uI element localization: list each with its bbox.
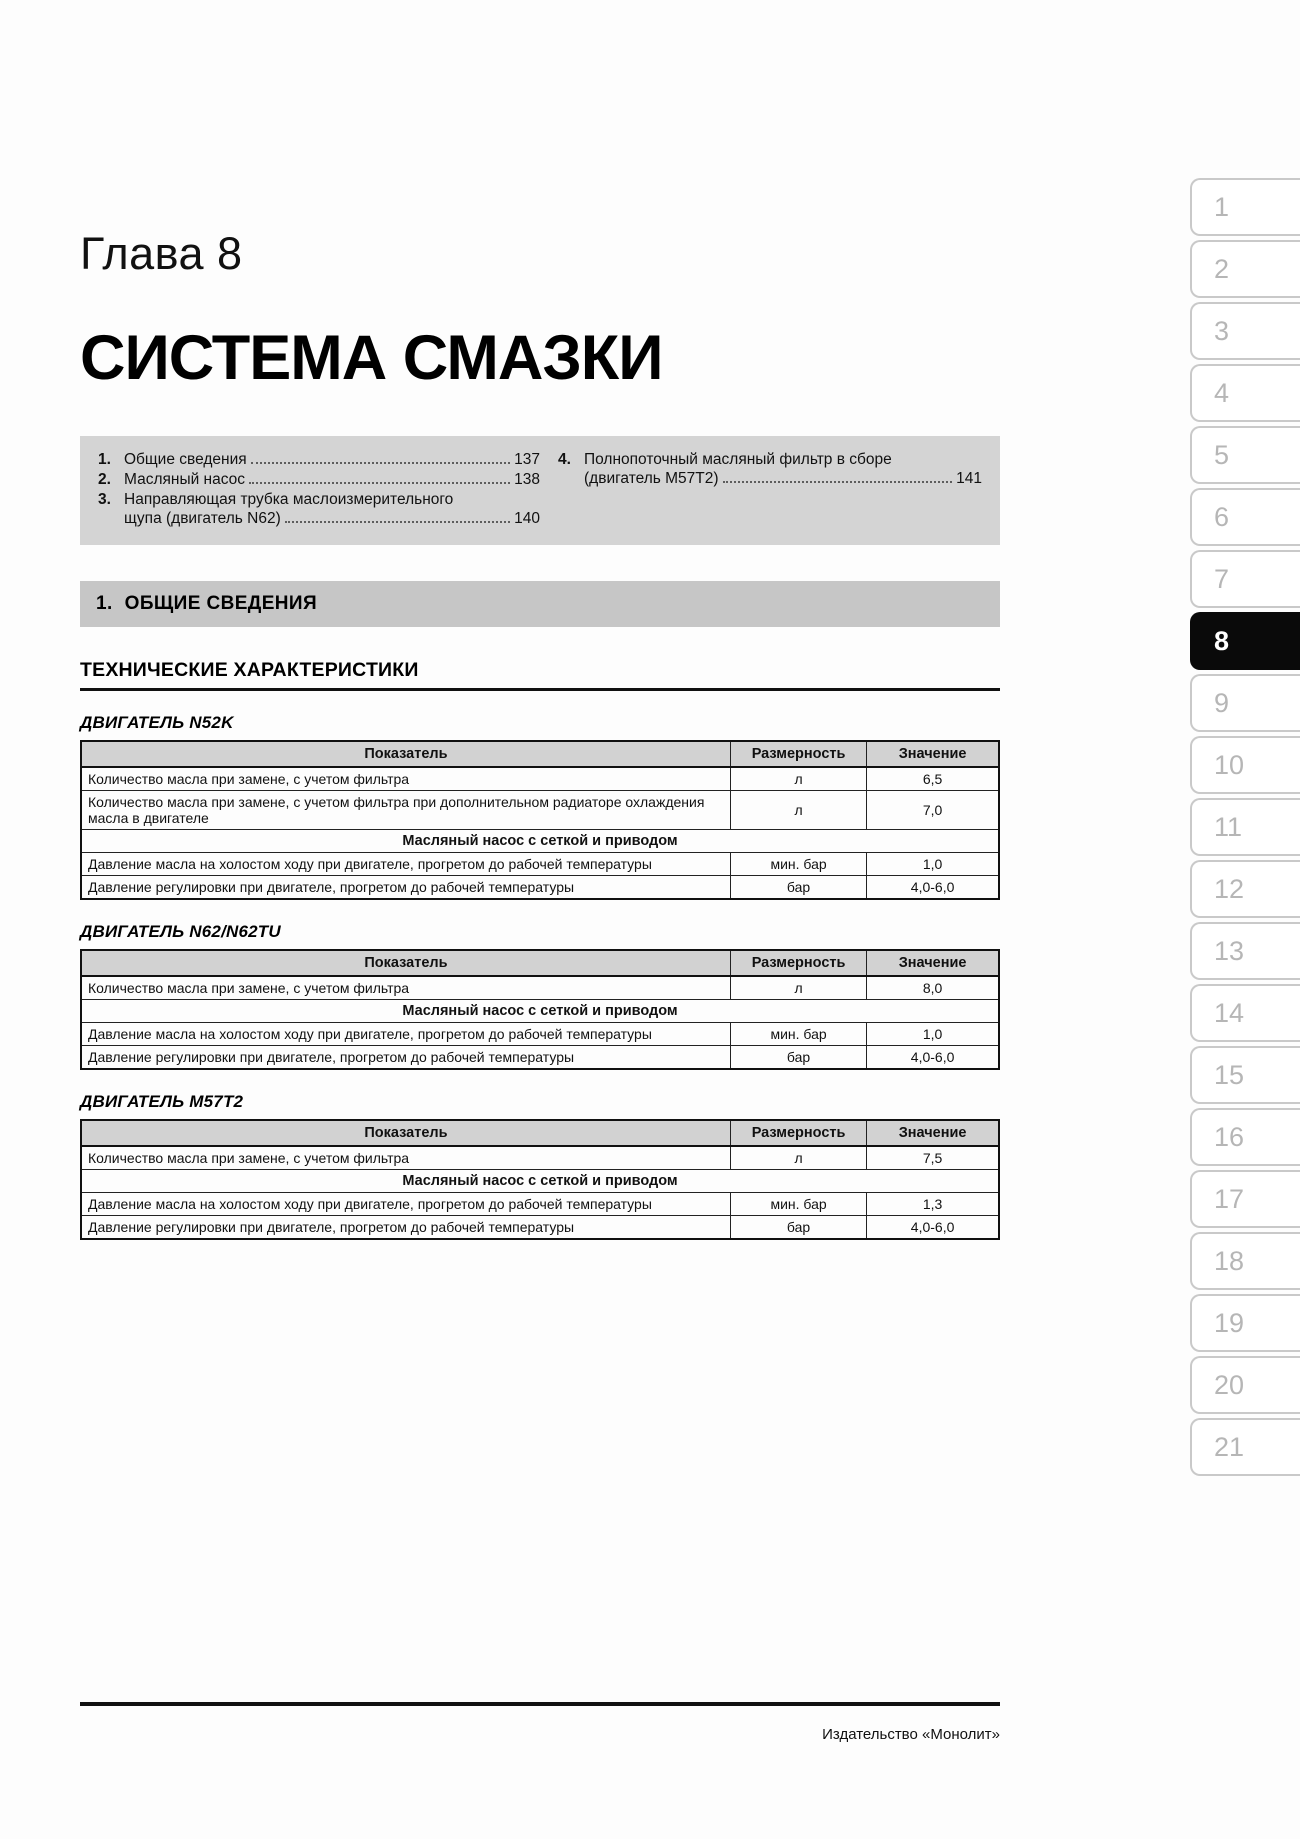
section-title: ОБЩИЕ СВЕДЕНИЯ (124, 593, 318, 614)
cell-unit: бар (730, 876, 866, 900)
engine-name: ДВИГАТЕЛЬ N52K (80, 713, 234, 732)
toc-entry-page: 141 (956, 470, 982, 487)
toc-entry-title-cont: (двигатель M57T2) (584, 470, 719, 487)
section-heading (80, 581, 1000, 627)
toc-leader-dots (249, 482, 510, 484)
chapter-tab-label: 15 (1214, 1059, 1245, 1090)
cell-value: 8,0 (867, 976, 999, 1000)
table-row (81, 791, 999, 830)
cell-value: 1,0 (867, 853, 999, 876)
column-header-param: Показатель (81, 741, 730, 767)
cell-unit: л (730, 767, 866, 791)
cell-parameter: Количество масла при замене, с учетом фильтра (81, 976, 730, 1000)
toc-entry[interactable] (98, 490, 540, 528)
cell-unit: бар (730, 1046, 866, 1070)
cell-parameter: Количество масла при замене, с учетом фильтра (81, 767, 730, 791)
cell-unit: бар (730, 1216, 866, 1240)
table-row (81, 876, 999, 900)
column-header-param: Показатель (81, 950, 730, 976)
column-header-value: Значение (867, 1120, 999, 1146)
chapter-tab-label: 12 (1214, 873, 1245, 904)
chapter-tab-19[interactable] (1190, 1294, 1300, 1352)
spec-table (80, 740, 1000, 900)
toc-entry-page: 138 (514, 471, 540, 488)
chapter-tab-label: 18 (1214, 1245, 1245, 1276)
cell-unit: л (730, 1146, 866, 1170)
chapter-tab-label: 14 (1214, 997, 1245, 1028)
toc-entry-title: Общие сведения (124, 451, 247, 468)
chapter-tab-15[interactable] (1190, 1046, 1300, 1104)
cell-parameter: Количество масла при замене, с учетом фильтра при дополнительном радиаторе охлаждения масла в двигателе (81, 791, 730, 830)
table-row (81, 976, 999, 1000)
chapter-tab-16[interactable] (1190, 1108, 1300, 1166)
engine-block (80, 922, 1000, 1070)
engine-spec-tables (80, 713, 1000, 1240)
chapter-tab-13[interactable] (1190, 922, 1300, 980)
chapter-tab-label: 17 (1214, 1183, 1245, 1214)
engine-name: ДВИГАТЕЛЬ M57T2 (80, 1092, 244, 1111)
section-number: 1. (96, 593, 113, 614)
cell-subheader: Масляный насос с сеткой и приводом (81, 1170, 999, 1193)
chapter-tab-label: 9 (1214, 687, 1230, 718)
table-row (81, 1193, 999, 1216)
toc-column-left (98, 450, 540, 529)
page-title: СИСТЕМА СМАЗКИ (80, 323, 663, 393)
chapter-label: Глава 8 (80, 228, 243, 279)
table-of-contents (80, 436, 1000, 545)
engine-block (80, 1092, 1000, 1240)
cell-parameter: Давление масла на холостом ходу при двигателе, прогретом до рабочей температуры (81, 1023, 730, 1046)
footer-divider (80, 1702, 1000, 1706)
chapter-tab-label: 7 (1214, 563, 1230, 594)
toc-entry-title: Направляющая трубка маслоизмерительного (124, 491, 454, 508)
chapter-tab-8[interactable] (1190, 612, 1300, 670)
table-subheader-row (81, 1000, 999, 1023)
chapter-tab-label: 3 (1214, 315, 1230, 346)
toc-entry[interactable] (98, 470, 540, 489)
chapter-tab-7[interactable] (1190, 550, 1300, 608)
toc-entry-body (124, 470, 540, 489)
chapter-tab-6[interactable] (1190, 488, 1300, 546)
toc-entry-number: 2. (98, 471, 111, 488)
chapter-tab-5[interactable] (1190, 426, 1300, 484)
toc-column-right (540, 450, 982, 529)
toc-entry-title: Масляный насос (124, 471, 246, 488)
cell-value: 7,0 (867, 791, 999, 830)
cell-subheader: Масляный насос с сеткой и приводом (81, 830, 999, 853)
toc-entry-body (124, 450, 540, 469)
table-row (81, 767, 999, 791)
cell-unit: мин. бар (730, 1023, 866, 1046)
chapter-tab-11[interactable] (1190, 798, 1300, 856)
chapter-tab-2[interactable] (1190, 240, 1300, 298)
chapter-tab-label: 20 (1214, 1369, 1245, 1400)
chapter-tab-3[interactable] (1190, 302, 1300, 360)
footer-publisher: Издательство «Монолит» (822, 1726, 1000, 1743)
cell-unit: л (730, 791, 866, 830)
column-header-value: Значение (867, 741, 999, 767)
cell-parameter: Давление регулировки при двигателе, прогретом до рабочей температуры (81, 1216, 730, 1240)
chapter-tab-17[interactable] (1190, 1170, 1300, 1228)
chapter-tab-label: 5 (1214, 439, 1230, 470)
toc-entry-number: 3. (98, 491, 111, 508)
column-header-value: Значение (867, 950, 999, 976)
cell-subheader: Масляный насос с сеткой и приводом (81, 1000, 999, 1023)
cell-value: 4,0-6,0 (867, 1216, 999, 1240)
engine-block (80, 713, 1000, 900)
cell-parameter: Давление регулировки при двигателе, прогретом до рабочей температуры (81, 876, 730, 900)
cell-value: 7,5 (867, 1146, 999, 1170)
cell-value: 6,5 (867, 767, 999, 791)
column-header-unit: Размерность (730, 950, 866, 976)
cell-value: 4,0-6,0 (867, 876, 999, 900)
chapter-tab-label: 6 (1214, 501, 1230, 532)
toc-entry-title-cont: щупа (двигатель N62) (124, 510, 281, 527)
cell-parameter: Давление масла на холостом ходу при двигателе, прогретом до рабочей температуры (81, 853, 730, 876)
chapter-tab-label: 4 (1214, 377, 1230, 408)
chapter-tab-rail (1190, 178, 1300, 1480)
toc-entry-title: Полнопоточный масляный фильтр в сборе (584, 451, 892, 468)
cell-parameter: Давление масла на холостом ходу при двигателе, прогретом до рабочей температуры (81, 1193, 730, 1216)
chapter-tab-20[interactable] (1190, 1356, 1300, 1414)
toc-leader-dots (251, 462, 510, 464)
table-header-row (81, 1120, 999, 1146)
toc-entry-page: 137 (514, 451, 540, 468)
cell-value: 1,0 (867, 1023, 999, 1046)
table-row (81, 1023, 999, 1046)
chapter-tab-14[interactable] (1190, 984, 1300, 1042)
table-header-row (81, 950, 999, 976)
cell-parameter: Давление регулировки при двигателе, прогретом до рабочей температуры (81, 1046, 730, 1070)
chapter-tab-10[interactable] (1190, 736, 1300, 794)
column-header-unit: Размерность (730, 741, 866, 767)
toc-leader-dots (285, 521, 510, 523)
cell-unit: мин. бар (730, 853, 866, 876)
toc-entry-page: 140 (514, 510, 540, 527)
chapter-tab-label: 13 (1214, 935, 1245, 966)
table-row (81, 1146, 999, 1170)
chapter-tab-label: 11 (1214, 811, 1243, 842)
chapter-tab-1[interactable] (1190, 178, 1300, 236)
chapter-tab-label: 19 (1214, 1307, 1245, 1338)
chapter-tab-label: 21 (1214, 1431, 1245, 1462)
toc-entry[interactable] (558, 450, 982, 488)
table-header-row (81, 741, 999, 767)
table-row (81, 1216, 999, 1240)
chapter-tab-4[interactable] (1190, 364, 1300, 422)
chapter-tab-label: 10 (1214, 749, 1245, 780)
chapter-tab-18[interactable] (1190, 1232, 1300, 1290)
subsection-heading: ТЕХНИЧЕСКИЕ ХАРАКТЕРИСТИКИ (80, 659, 1000, 691)
chapter-tab-9[interactable] (1190, 674, 1300, 732)
toc-entry-number: 4. (558, 451, 571, 468)
chapter-tab-12[interactable] (1190, 860, 1300, 918)
cell-unit: мин. бар (730, 1193, 866, 1216)
toc-entry-body (584, 450, 982, 488)
engine-name: ДВИГАТЕЛЬ N62/N62TU (80, 922, 281, 941)
chapter-tab-label: 16 (1214, 1121, 1245, 1152)
toc-entry-body (124, 490, 540, 528)
page-content (80, 0, 1000, 1240)
table-row (81, 853, 999, 876)
toc-entry-number: 1. (98, 451, 111, 468)
toc-entry[interactable] (98, 450, 540, 469)
cell-value: 1,3 (867, 1193, 999, 1216)
spec-table (80, 949, 1000, 1070)
cell-parameter: Количество масла при замене, с учетом фильтра (81, 1146, 730, 1170)
toc-leader-dots (723, 481, 953, 483)
chapter-tab-21[interactable] (1190, 1418, 1300, 1476)
table-subheader-row (81, 830, 999, 853)
column-header-param: Показатель (81, 1120, 730, 1146)
chapter-tab-label: 1 (1214, 191, 1230, 222)
spec-table (80, 1119, 1000, 1240)
table-row (81, 1046, 999, 1070)
chapter-tab-label: 8 (1214, 625, 1230, 656)
table-subheader-row (81, 1170, 999, 1193)
cell-unit: л (730, 976, 866, 1000)
chapter-tab-label: 2 (1214, 253, 1230, 284)
cell-value: 4,0-6,0 (867, 1046, 999, 1070)
column-header-unit: Размерность (730, 1120, 866, 1146)
